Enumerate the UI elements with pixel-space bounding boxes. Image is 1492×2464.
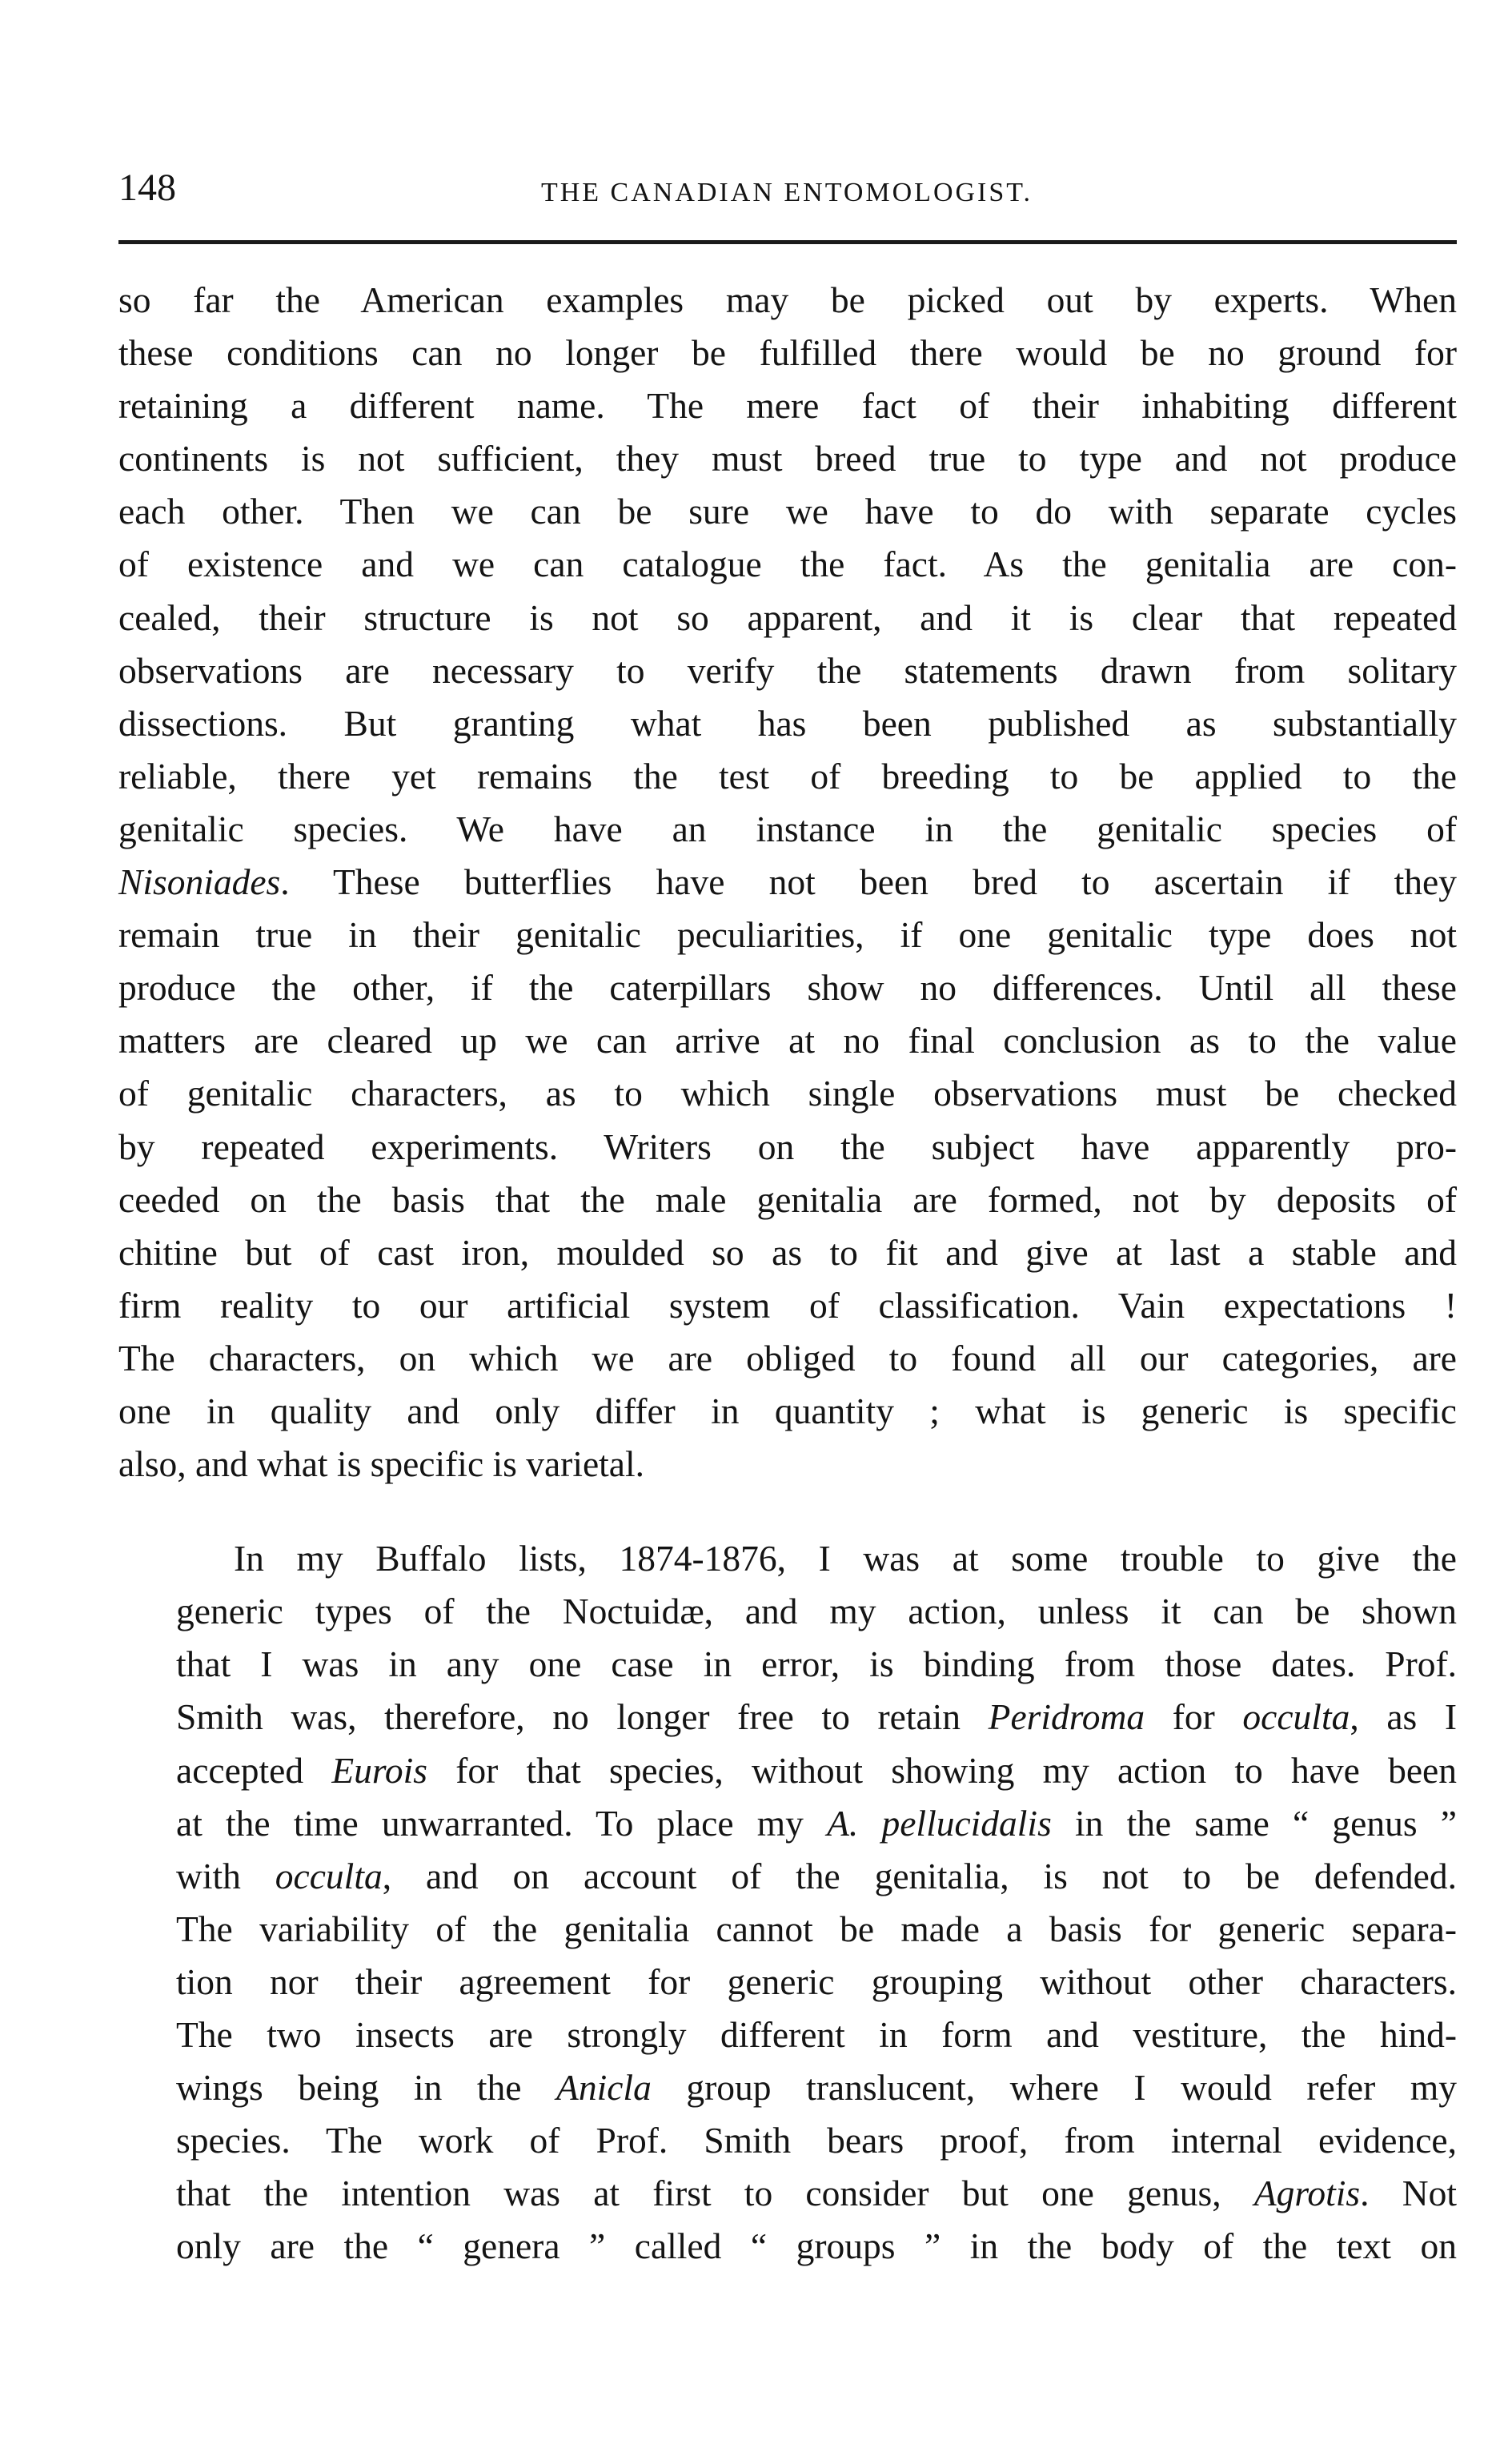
paragraph-1 — [118, 274, 1457, 1491]
text-line: generic types of the Noctuidæ, and my action, unless it can be shown — [176, 1591, 1457, 1632]
text-line: one in quality and only differ in quantity ; what is generic is specific — [118, 1390, 1457, 1431]
text-line: wings being in the Anicla group translucent, where I would refer my — [176, 2067, 1457, 2109]
text-line: In my Buffalo lists, 1874-1876, I was at some trouble to give the — [234, 1538, 1457, 1579]
text-line: observations are necessary to verify the statements drawn from solitary — [118, 649, 1457, 691]
text-line: so far the American examples may be picked out by experts. When — [118, 279, 1457, 320]
italic-taxon-name: Eurois — [331, 1749, 428, 1791]
text-line: dissections. But granting what has been published as substantially — [118, 702, 1457, 744]
text-line: The characters, on which we are obliged to found all our categories, are — [118, 1337, 1457, 1378]
text-line: tion nor their agreement for generic grouping without other characters. — [176, 1960, 1457, 2002]
text-line: retaining a different name. The mere fact of their inhabiting different — [118, 385, 1457, 427]
text-line: firm reality to our artificial system of classification. Vain expectations ! — [118, 1284, 1457, 1326]
text-line: matters are cleared up we can arrive at no final conclusion as to the value — [118, 1020, 1457, 1061]
text-line: at the time unwarranted. To place my A. pellucidalis in the same “ genus ” — [176, 1802, 1457, 1844]
text-line: species. The work of Prof. Smith bears proof, from internal evidence, — [176, 2120, 1457, 2161]
text-line: produce the other, if the caterpillars show no differences. Until all these — [118, 967, 1457, 1009]
text-line: ceeded on the basis that the male genitalia are formed, not by deposits of — [118, 1178, 1457, 1220]
italic-taxon-name: Anicla — [556, 2067, 652, 2109]
header-rule — [118, 240, 1457, 244]
text-line: Smith was, therefore, no longer free to retain Peridroma for occulta, as I — [176, 1696, 1457, 1738]
text-line: only are the “ genera ” called “ groups ” in the body of the text on — [176, 2225, 1457, 2267]
italic-taxon-name: occulta — [275, 1855, 383, 1896]
running-header — [118, 160, 1455, 216]
italic-taxon-name: occulta — [1242, 1696, 1350, 1738]
text-line: accepted Eurois for that species, without showing my action to have been — [176, 1749, 1457, 1791]
text-line: genitalic species. We have an instance in the genitalic species of — [118, 808, 1457, 849]
text-line: The two insects are strongly different in form and vestiture, the hind- — [176, 2014, 1457, 2055]
text-line: Nisoniades. These butterflies have not been bred to ascertain if they — [118, 861, 1457, 903]
italic-taxon-name: A. pellucidalis — [827, 1802, 1052, 1844]
paragraph-2 — [118, 1532, 1457, 2273]
text-line: that the intention was at first to consider but one genus, Agrotis. Not — [176, 2173, 1457, 2214]
text-line: remain true in their genitalic peculiarities, if one genitalic type does not — [118, 914, 1457, 956]
text-line: by repeated experiments. Writers on the subject have apparently pro- — [118, 1126, 1457, 1167]
italic-taxon-name: Nisoniades — [118, 861, 281, 903]
text-line: chitine but of cast iron, moulded so as to fit and give at last a stable and — [118, 1231, 1457, 1273]
italic-taxon-name: Agrotis — [1253, 2173, 1361, 2214]
text-line: these conditions can no longer be fulfilled there would be no ground for — [118, 332, 1457, 374]
text-line: that I was in any one case in error, is binding from those dates. Prof. — [176, 1643, 1457, 1685]
page-number: 148 — [118, 167, 176, 209]
text-line: of genitalic characters, as to which single observations must be checked — [118, 1073, 1457, 1114]
article-body — [118, 274, 1457, 2273]
text-line: with occulta, and on account of the genitalia, is not to be defended. — [176, 1855, 1457, 1896]
italic-taxon-name: Peridroma — [988, 1696, 1145, 1738]
journal-title: THE CANADIAN ENTOMOLOGIST. — [540, 178, 1033, 207]
text-line: reliable, there yet remains the test of breeding to be applied to the — [118, 755, 1457, 797]
text-line: cealed, their structure is not so apparent, and it is clear that repeated — [118, 596, 1457, 638]
text-line: of existence and we can catalogue the fact. As the genitalia are con- — [118, 544, 1457, 585]
text-line: each other. Then we can be sure we have to do with separate cycles — [118, 491, 1457, 532]
text-line: also, and what is specific is varietal. — [118, 1443, 645, 1485]
text-line: continents is not sufficient, they must breed true to type and not produce — [118, 438, 1457, 480]
text-line: The variability of the genitalia cannot be made a basis for generic separa- — [176, 1908, 1457, 1949]
